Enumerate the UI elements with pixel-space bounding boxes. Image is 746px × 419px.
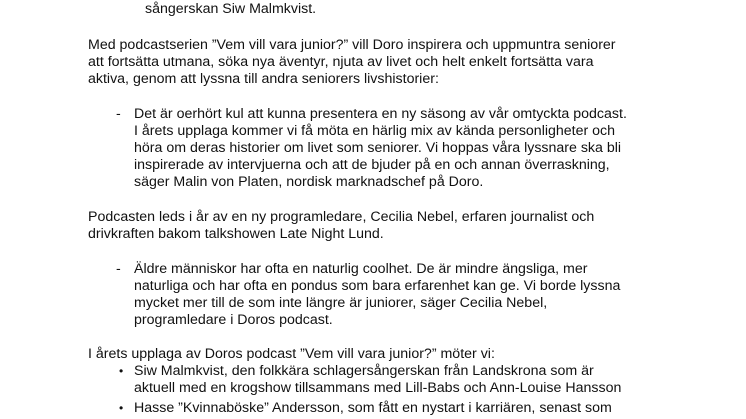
quote1-line-4: inspirerade av intervjuerna och att de bjuder på en och annan överraskning, bbox=[134, 157, 610, 173]
quote1-line-5: säger Malin von Platen, nordisk marknadschef på Doro. bbox=[134, 174, 484, 190]
intro-line-1: Med podcastserien ”Vem vill vara junior?” vill Doro inspirera och uppmuntra seniorer bbox=[88, 37, 616, 53]
quote1-line-3: höra om deras historier om livet som seniorer. Vi hoppas våra lyssnare ska bli bbox=[134, 140, 622, 156]
host-line-2: drivkraften bakom talkshowen Late Night Lund. bbox=[88, 226, 384, 242]
guest2-bullet-marker: • bbox=[119, 401, 124, 415]
intro-line-3: aktiva, genom att lyssna till andra seniorers livshistorier: bbox=[88, 71, 439, 87]
guests-intro-line: I årets upplaga av Doros podcast ”Vem vill vara junior?” möter vi: bbox=[88, 346, 495, 362]
quote1-line-2: I årets upplaga kommer vi få möta en härlig mix av kända personligheter och bbox=[134, 123, 616, 139]
quote2-line-2: naturliga och har ofta en pondus som bara erfarenhet kan ge. Vi borde lyssna bbox=[134, 278, 621, 294]
quote2-line-1: Äldre människor har ofta en naturlig coolhet. De är mindre ängsliga, mer bbox=[134, 261, 588, 277]
guest1-bullet-marker: • bbox=[119, 364, 124, 378]
host-line-1: Podcasten leds i år av en ny programledare, Cecilia Nebel, erfaren journalist och bbox=[88, 209, 595, 225]
quote2-line-4: programledare i Doros podcast. bbox=[134, 312, 333, 328]
quote2-dash-marker: - bbox=[116, 261, 121, 277]
quote1-line-1: Det är oerhört kul att kunna presentera en ny säsong av vår omtyckta podcast. bbox=[134, 106, 627, 122]
quote2-line-3: mycket mer till de som inte längre är juniorer, säger Cecilia Nebel, bbox=[134, 295, 548, 311]
intro-line-2: att fortsätta utmana, söka nya äventyr, njuta av livet och helt enkelt fortsätta vara bbox=[88, 54, 594, 70]
guest2-line-1: Hasse ”Kvinnaböske” Andersson, som fått en nystart i karriären, senast som bbox=[134, 400, 612, 416]
top-fragment-line: sångerskan Siw Malmkvist. bbox=[145, 1, 317, 17]
quote1-dash-marker: - bbox=[116, 106, 121, 122]
guest1-line-1: Siw Malmkvist, den folkkära schlagersångerskan från Landskrona som är bbox=[134, 363, 594, 379]
guest1-line-2: aktuell med en krogshow tillsammans med Lill-Babs och Ann-Louise Hansson bbox=[134, 380, 622, 396]
